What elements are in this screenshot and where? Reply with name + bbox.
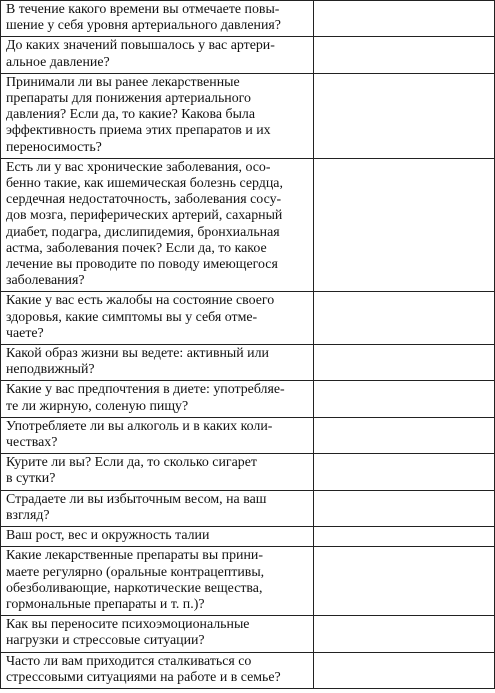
question-line: взгляд? [6,507,50,523]
question-line: чаете? [6,325,44,341]
question-cell [1,1,314,37]
question-line: неподвижный? [6,362,95,378]
table-row [1,381,495,417]
question-line: стрессовыми ситуациями на работе и в семье? [6,669,281,685]
question-line: До каких значений повышалось у вас артери- [6,38,275,54]
question-line: Какой образ жизни вы ведете: активный или [6,346,269,362]
question-cell [1,616,314,652]
answer-cell[interactable] [314,616,495,652]
table-row [1,616,495,652]
question-cell [1,490,314,526]
table-row [1,292,495,345]
question-line: Есть ли у вас хронические заболевания, осо- [6,159,271,175]
question-line: Принимали ли вы ранее лекарственные [6,74,240,90]
answer-cell[interactable] [314,345,495,381]
question-line: препараты для понижения артериального [6,91,251,107]
question-line: нагрузки и стрессовые ситуации? [6,633,205,649]
question-cell [1,547,314,616]
question-line: шение у себя уровня артериального давления? [6,18,281,34]
answer-cell[interactable] [314,381,495,417]
question-line: заболевания? [6,273,85,289]
answer-cell[interactable] [314,37,495,73]
answer-cell[interactable] [314,527,495,547]
question-line: астма, заболевания почек? Если да, то какое [6,240,267,256]
question-line: альное давление? [6,54,110,70]
table-row [1,158,495,292]
table-row [1,417,495,453]
question-line: лечение вы проводите по поводу имеющегося [6,257,278,273]
question-line: Страдаете ли вы избыточным весом, на ваш [6,491,267,507]
question-line: сердечная недостаточность, заболевания сосу- [6,192,282,208]
question-cell [1,292,314,345]
answer-cell[interactable] [314,490,495,526]
table-row [1,73,495,158]
question-line: в сутки? [6,471,56,487]
question-line: дов мозга, периферических артерий, сахарный [6,208,283,224]
table-row [1,454,495,490]
question-line: Какие у вас есть жалобы на состояние своего [6,293,275,309]
table-row [1,652,495,688]
question-cell [1,73,314,158]
answer-cell[interactable] [314,547,495,616]
answer-cell[interactable] [314,158,495,292]
answer-cell[interactable] [314,652,495,688]
answer-cell[interactable] [314,1,495,37]
question-line: обезболивающие, наркотические вещества, [6,580,263,596]
question-line: Употребляете ли вы алкоголь и в каких коли- [6,418,273,434]
question-line: В течение какого времени вы отмечаете повы- [6,2,280,17]
question-line: давления? Если да, то какие? Какова была [6,107,256,123]
question-line: диабет, подагра, дислипидемия, бронхиальная [6,224,280,240]
question-line: бенно такие, как ишемическая болезнь сердца, [6,176,283,192]
question-cell [1,381,314,417]
question-cell [1,527,314,547]
question-line: переносимость? [6,139,102,155]
question-cell [1,652,314,688]
question-line: Какие лекарственные препараты вы прини- [6,548,263,564]
question-line: Как вы переносите психоэмоциональные [6,617,250,633]
question-line: Курите ли вы? Если да, то сколько сигарет [6,455,257,471]
table-row [1,527,495,547]
question-cell [1,345,314,381]
answer-cell[interactable] [314,73,495,158]
answer-cell[interactable] [314,454,495,490]
question-line: маете регулярно (оральные контрацептивы, [6,564,265,580]
answer-cell[interactable] [314,292,495,345]
questionnaire-body [1,1,495,689]
table-row [1,547,495,616]
question-line: гормональные препараты и т. п.)? [6,596,205,612]
question-line: Ваш рост, вес и окружность талии [6,528,210,544]
question-line: здоровья, какие симптомы вы у себя отме- [6,309,258,325]
question-line: эффективность приема этих препаратов и их [6,123,271,139]
question-line: Какие у вас предпочтения в диете: употребляе- [6,382,285,398]
question-cell [1,158,314,292]
table-row [1,1,495,37]
table-row [1,490,495,526]
question-cell [1,37,314,73]
table-row [1,37,495,73]
question-line: Часто ли вам приходится сталкиваться со [6,653,252,669]
question-cell [1,417,314,453]
answer-cell[interactable] [314,417,495,453]
question-line: чествах? [6,435,58,451]
table-row [1,345,495,381]
question-cell [1,454,314,490]
question-line: те ли жирную, соленую пищу? [6,398,189,414]
